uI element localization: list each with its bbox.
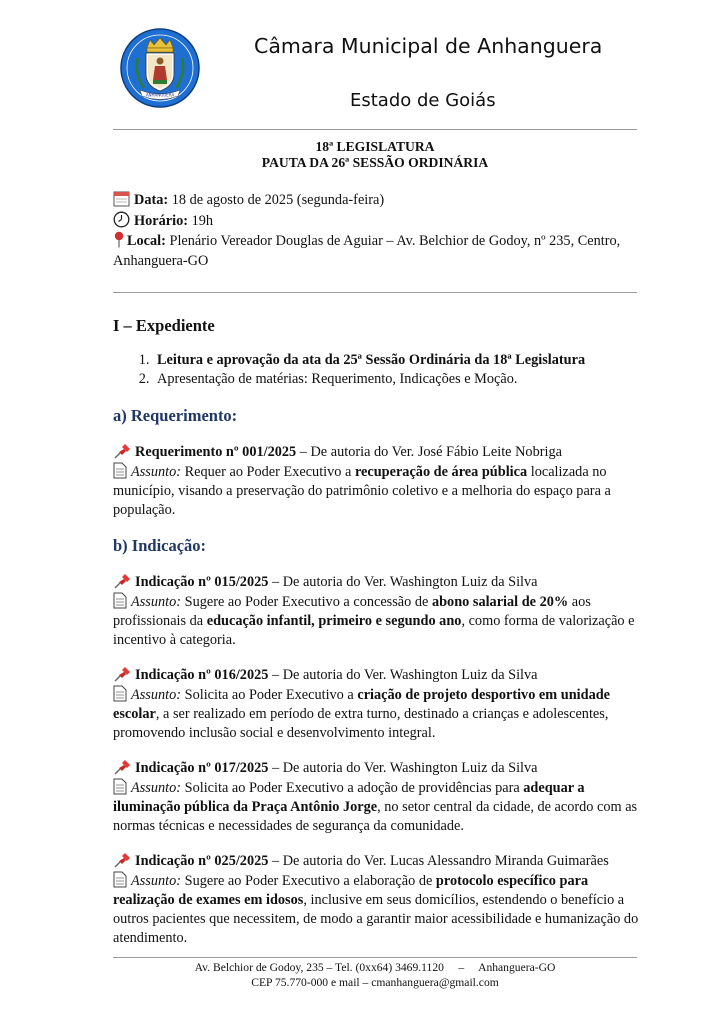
footer-divider (113, 957, 637, 958)
session-info (113, 190, 643, 271)
entry-subject: Assunto: Requer ao Poder Executivo a recuperação de área pública localizada no município, visando a preservação do patrimônio coletivo e a melhoria do espaço para a população. (113, 464, 611, 518)
session-title: PAUTA DA 26ª SESSÃO ORDINÁRIA (261, 155, 489, 170)
page-icon (113, 592, 127, 609)
subject-label: Assunto: (131, 594, 182, 610)
entry-id: Requerimento nº 001/2025 (135, 444, 297, 460)
indicacao-entry (113, 666, 643, 743)
entry-subject: Assunto: Solicita ao Poder Executivo a criação de projeto desportivo em unidade escolar, a ser realizado em período de extra turno, destinado a crianças e adolescentes, promovendo inclusão social e desenvolvimento integral. (113, 687, 611, 741)
pushpin-icon (113, 573, 131, 589)
page-icon (113, 685, 127, 702)
agenda-content (113, 316, 643, 964)
entry-id: Indicação nº 015/2025 (135, 574, 269, 590)
time-label: Horário: (134, 212, 188, 229)
expediente-list (113, 351, 643, 389)
entry-author: – De autoria do Ver. Washington Luiz da Silva (268, 574, 538, 590)
pushpin-icon (113, 852, 131, 868)
time-value: 19h (188, 212, 214, 229)
calendar-icon (113, 190, 130, 207)
entry-subject: Assunto: Sugere ao Poder Executivo a elaboração de protocolo específico para realização de exames em idosos, inclusive em seus domicílios, estendendo o benefício a outros pacientes que necessitem, de modo a garantir maior acessibilidade e humanização do atendimento. (113, 873, 639, 946)
round-pushpin-icon (113, 231, 125, 248)
entry-id: Indicação nº 025/2025 (135, 853, 269, 869)
subject-label: Assunto: (131, 464, 182, 480)
date-label: Data: (134, 192, 169, 208)
date-value: 18 de agosto de 2025 (segunda-feira) (168, 192, 385, 208)
entry-header (113, 852, 643, 871)
coat-of-arms-logo (120, 28, 200, 108)
entry-author: – De autoria do Ver. José Fábio Leite Nobriga (296, 444, 562, 460)
entry-header (113, 573, 643, 592)
place-value: Plenário Vereador Douglas de Aguiar – Av. Belchior de Godoy, nº 235, Centro, Anhanguera-GO (113, 233, 621, 269)
organization-name: Câmara Municipal de Anhanguera (254, 34, 603, 58)
footer-contact: CEP 75.770-000 e mail – cmanhanguera@gmail.com (251, 975, 499, 989)
place-line (113, 231, 643, 271)
indicacao-entry (113, 759, 643, 836)
time-line (113, 211, 643, 232)
entry-header (113, 443, 643, 462)
section-expediente-title: I – Expediente (113, 316, 215, 335)
entry-header (113, 759, 643, 778)
info-divider (113, 292, 637, 293)
requerimento-entry (113, 443, 643, 520)
entry-id: Indicação nº 017/2025 (135, 760, 269, 776)
footer-address: Av. Belchior de Godoy, 235 – Tel. (0xx64) 3469.1120 – Anhanguera-GO (194, 961, 556, 974)
page-icon (113, 778, 127, 795)
page-footer (113, 961, 637, 990)
legislature-title: 18ª LEGISLATURA (315, 139, 435, 154)
indicacao-entry (113, 852, 643, 948)
indicacao-heading: b) Indicação: (113, 536, 207, 555)
subject-label: Assunto: (131, 873, 182, 889)
pushpin-icon (113, 759, 131, 775)
place-label: Local: (127, 233, 166, 249)
page-icon (113, 462, 127, 479)
requerimento-heading: a) Requerimento: (113, 406, 238, 425)
header-divider (113, 129, 637, 130)
page-icon (113, 871, 127, 888)
list-item: 2. Apresentação de matérias: Requerimento, Indicações e Moção. (153, 370, 643, 389)
entry-author: – De autoria do Ver. Lucas Alessandro Miranda Guimarães (268, 853, 609, 869)
date-line (113, 190, 643, 211)
subject-label: Assunto: (131, 780, 182, 796)
entry-id: Indicação nº 016/2025 (135, 667, 269, 683)
entry-subject: Assunto: Solicita ao Poder Executivo a adoção de providências para adequar a iluminação pública da Praça Antônio Jorge, no setor central da cidade, de acordo com as normas técnicas e necessidades de segurança da comunidade. (113, 780, 638, 834)
entry-author: – De autoria do Ver. Washington Luiz da Silva (268, 667, 538, 683)
entry-header (113, 666, 643, 685)
logo-ribbon-text: ANHANGUERA (145, 92, 175, 98)
list-item: 1. Leitura e aprovação da ata da 25ª Sessão Ordinária da 18ª Legislatura (153, 351, 643, 370)
pushpin-icon (113, 666, 131, 682)
pushpin-icon (113, 443, 131, 459)
subject-label: Assunto: (131, 687, 182, 703)
entry-subject: Assunto: Sugere ao Poder Executivo a concessão de abono salarial de 20% aos profissionais da educação infantil, primeiro e segundo ano, como forma de valorização e incentivo à categoria. (113, 594, 635, 648)
entry-author: – De autoria do Ver. Washington Luiz da Silva (268, 760, 538, 776)
clock-icon (113, 211, 130, 228)
indicacao-entry (113, 573, 643, 650)
state-name: Estado de Goiás (350, 90, 496, 111)
document-title (113, 139, 637, 171)
